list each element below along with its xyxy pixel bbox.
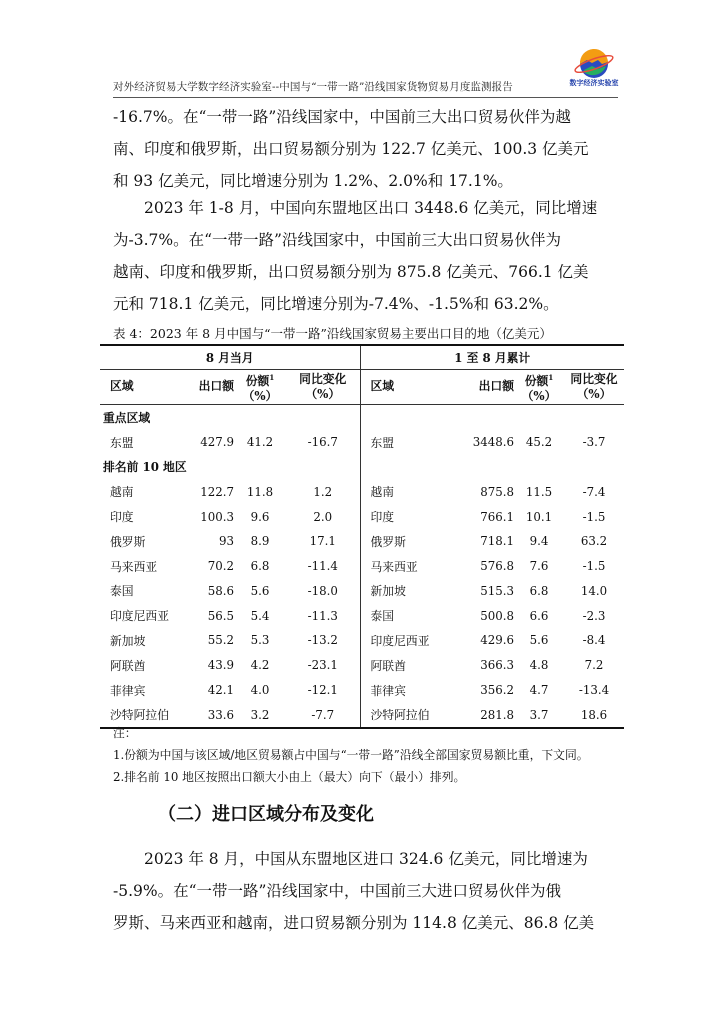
cell-export: 281.8 — [458, 702, 514, 728]
cell-region: 马来西亚 — [360, 554, 458, 579]
cell-change: 2.0 — [313, 509, 333, 524]
table-row — [100, 479, 624, 504]
text-line: -5.9%。在“一带一路”沿线国家中，中国前三大进口贸易伙伴为俄 — [113, 882, 561, 900]
header-divider — [113, 97, 618, 98]
col-export: 出口额 — [458, 370, 514, 405]
cell-export: 42.1 — [207, 683, 234, 698]
cell-region: 泰国 — [110, 584, 134, 599]
export-destination-table — [100, 344, 624, 729]
cell-share: 4.0 — [250, 683, 270, 698]
cell-share: 9.4 — [529, 534, 549, 549]
text-line: 和 93 亿美元，同比增速分别为 1.2%、2.0%和 17.1%。 — [113, 172, 513, 190]
table-row — [100, 653, 624, 678]
cell-share: 4.7 — [529, 683, 549, 698]
cell-region: 沙特阿拉伯 — [360, 702, 458, 728]
section-row-key-regions — [100, 404, 624, 429]
cell-region: 越南 — [110, 485, 134, 500]
cell-export: 366.3 — [480, 658, 514, 673]
cell-export: 56.5 — [207, 608, 234, 623]
cell-change: -7.7 — [286, 702, 360, 728]
cell-region: 菲律宾 — [110, 683, 146, 698]
table-row — [100, 529, 624, 554]
section-spacer — [360, 404, 624, 429]
cell-export: 429.6 — [480, 633, 514, 648]
cell-change: -18.0 — [307, 583, 338, 598]
paragraph-2 — [113, 192, 623, 320]
page-header — [113, 70, 618, 98]
cell-change: -11.4 — [307, 559, 338, 574]
cell-share: 4.2 — [250, 658, 270, 673]
paragraph-1 — [113, 101, 623, 197]
cell-export: 718.1 — [480, 534, 514, 549]
cell-change: -8.4 — [582, 633, 606, 648]
cell-change: -16.7 — [307, 435, 338, 450]
section-row-top10 — [100, 455, 624, 480]
cell-export: 515.3 — [480, 583, 514, 598]
paragraph-3 — [113, 843, 623, 939]
cell-export: 33.6 — [180, 702, 234, 728]
cell-share: 5.6 — [529, 633, 549, 648]
cell-region: 泰国 — [360, 603, 458, 628]
cell-change: -23.1 — [307, 658, 338, 673]
globe-logo-icon — [570, 48, 618, 80]
ranked-rows — [100, 479, 624, 728]
table-column-header — [100, 370, 624, 405]
table-group-header — [100, 345, 624, 370]
cell-share: 11.8 — [246, 484, 274, 499]
header-title: 对外经济贸易大学数字经济实验室--中国与“一带一路”沿线国家货物贸易月度监测报告 — [113, 81, 513, 93]
cell-share: 9.6 — [250, 509, 270, 524]
table-caption: 表 4：2023 年 8 月中国与“一带一路”沿线国家贸易主要出口目的地（亿美元） — [113, 326, 552, 341]
cell-region: 俄罗斯 — [110, 534, 146, 549]
cell-export: 766.1 — [480, 509, 514, 524]
col-share — [234, 370, 286, 405]
lab-logo — [570, 48, 618, 90]
cell-region: 沙特阿拉伯 — [100, 702, 180, 728]
change-unit: （%） — [576, 386, 612, 401]
cell-region: 印度尼西亚 — [110, 609, 169, 624]
table-row — [100, 579, 624, 604]
cell-region: 阿联酋 — [360, 653, 458, 678]
cell-region: 菲律宾 — [360, 678, 458, 703]
col-change — [286, 370, 360, 405]
share-label: 份额 — [245, 373, 270, 388]
table-row — [100, 628, 624, 653]
section-label: 排名前 10 地区 — [103, 460, 187, 475]
cell-change: -13.4 — [578, 683, 610, 698]
share-footnote-mark: 1 — [269, 373, 275, 382]
cell-export: 500.8 — [480, 608, 514, 623]
section-label: 重点区域 — [103, 410, 151, 425]
cell-export: 427.9 — [200, 435, 234, 450]
cell-share: 5.6 — [250, 583, 270, 598]
cell-change: 17.1 — [309, 534, 336, 549]
cell-region: 印度 — [110, 510, 134, 524]
text-line: 为-3.7%。在“一带一路”沿线国家中，中国前三大出口贸易伙伴为 — [113, 231, 561, 249]
col-share — [514, 370, 564, 405]
cell-change: -1.5 — [582, 509, 606, 524]
cell-export: 875.8 — [480, 484, 514, 499]
cell-region: 马来西亚 — [110, 559, 158, 574]
section-spacer — [360, 455, 624, 480]
cell-change: -3.7 — [582, 435, 606, 450]
cell-share: 6.6 — [529, 608, 549, 623]
text-line: -16.7%。在“一带一路”沿线国家中，中国前三大出口贸易伙伴为越 — [113, 108, 571, 126]
cell-region: 东盟 — [110, 435, 134, 450]
col-change — [564, 370, 624, 405]
table-row — [100, 504, 624, 529]
cell-share: 3.2 — [234, 702, 286, 728]
cell-export: 58.6 — [207, 583, 234, 598]
text-line: 2023 年 1-8 月，中国向东盟地区出口 3448.6 亿美元，同比增速 — [144, 199, 598, 217]
cell-share: 7.6 — [529, 559, 549, 574]
cell-share: 5.4 — [250, 608, 270, 623]
cell-change: -11.3 — [307, 608, 338, 623]
share-unit: （%） — [521, 388, 557, 403]
text-line: 南、印度和俄罗斯，出口贸易额分别为 122.7 亿美元、100.3 亿美元 — [113, 140, 589, 158]
cell-export: 43.9 — [207, 658, 234, 673]
cell-share: 8.9 — [250, 534, 270, 549]
cell-export: 55.2 — [207, 633, 234, 648]
cell-share: 4.8 — [529, 658, 549, 673]
col-region: 区域 — [360, 370, 458, 405]
share-unit: （%） — [242, 388, 278, 403]
cell-export: 356.2 — [480, 683, 514, 698]
cell-change: -12.1 — [307, 683, 338, 698]
cell-change: 7.2 — [584, 658, 604, 673]
cell-change: 14.0 — [580, 583, 608, 598]
cell-share: 6.8 — [529, 583, 549, 598]
section-heading: （二）进口区域分布及变化 — [158, 804, 374, 825]
table-notes — [113, 722, 589, 788]
cell-export: 70.2 — [207, 559, 234, 574]
cell-change: -1.5 — [582, 559, 606, 574]
col-export: 出口额 — [180, 370, 234, 405]
cell-export: 576.8 — [480, 559, 514, 574]
cell-region: 新加坡 — [110, 633, 146, 648]
change-label: 同比变化 — [299, 371, 347, 386]
cell-share: 41.2 — [246, 435, 274, 450]
cell-region: 俄罗斯 — [360, 529, 458, 554]
text-line: 2023 年 8 月，中国从东盟地区进口 324.6 亿美元，同比增速为 — [144, 850, 588, 868]
text-line: 元和 718.1 亿美元，同比增速分别为-7.4%、-1.5%和 63.2%。 — [113, 295, 559, 313]
cell-share: 5.3 — [250, 633, 270, 648]
text-line: 越南、印度和俄罗斯，出口贸易额分别为 875.8 亿美元、766.1 亿美 — [113, 263, 589, 281]
change-label: 同比变化 — [570, 371, 618, 386]
table-row — [100, 554, 624, 579]
cell-region: 印度 — [360, 504, 458, 529]
logo-caption: 数字经济实验室 — [569, 78, 619, 87]
note-1: 1.份额为中国与该区域/地区贸易额占中国与“一带一路”沿线全部国家贸易额比重，下文同。 — [113, 748, 589, 762]
cell-export: 122.7 — [200, 484, 234, 499]
note-2: 2.排名前 10 地区按照出口额大小由上（最大）向下（最小）排列。 — [113, 770, 466, 784]
notes-label: 注： — [113, 726, 137, 740]
cell-export: 93 — [218, 534, 234, 549]
group-cumulative: 1 至 8 月累计 — [360, 345, 624, 370]
cell-region: 东盟 — [360, 430, 458, 455]
cell-change: -2.3 — [582, 608, 606, 623]
text-line: 罗斯、马来西亚和越南，进口贸易额分别为 114.8 亿美元、86.8 亿美 — [113, 914, 595, 932]
cell-share: 45.2 — [525, 435, 553, 450]
cell-export: 3448.6 — [472, 435, 514, 450]
table-row — [100, 430, 624, 455]
cell-region: 阿联酋 — [110, 658, 146, 673]
cell-share: 3.7 — [514, 702, 564, 728]
col-region: 区域 — [100, 370, 180, 405]
change-unit: （%） — [305, 386, 341, 401]
cell-change: -7.4 — [582, 484, 606, 499]
cell-share: 6.8 — [250, 559, 270, 574]
cell-change: 18.6 — [564, 702, 624, 728]
table-row — [100, 678, 624, 703]
cell-share: 11.5 — [525, 484, 553, 499]
cell-change: -13.2 — [307, 633, 338, 648]
cell-region: 新加坡 — [360, 579, 458, 604]
share-label: 份额 — [524, 373, 549, 388]
cell-change: 1.2 — [313, 484, 333, 499]
group-monthly: 8 月当月 — [100, 345, 360, 370]
cell-region: 印度尼西亚 — [360, 628, 458, 653]
cell-change: 63.2 — [580, 534, 608, 549]
cell-share: 10.1 — [525, 509, 553, 524]
table-row — [100, 603, 624, 628]
share-footnote-mark: 1 — [548, 373, 554, 382]
cell-region: 越南 — [360, 479, 458, 504]
cell-export: 100.3 — [200, 509, 234, 524]
